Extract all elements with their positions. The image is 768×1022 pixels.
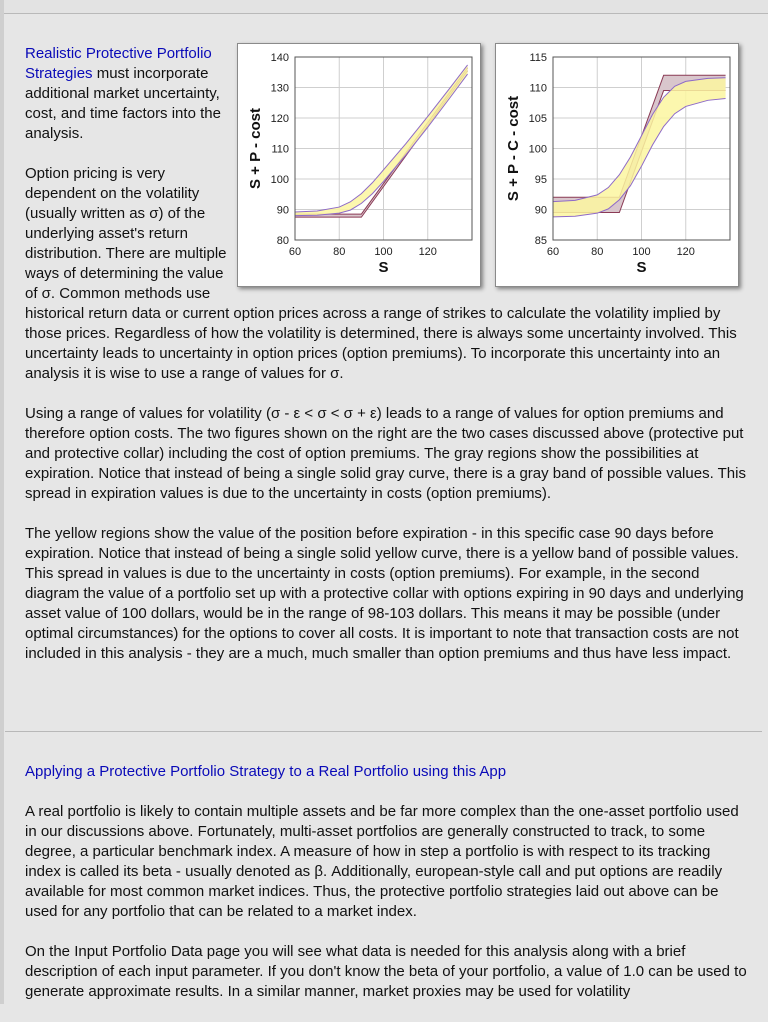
top-bar: [0, 0, 768, 14]
section-heading: Applying a Protective Portfolio Strategy to a Real Portfolio using this App: [25, 763, 507, 780]
y-tick-label: 110: [271, 143, 289, 156]
x-tick-label: 80: [591, 246, 604, 258]
y-tick-label: 85: [534, 235, 547, 247]
x-tick-label: 100: [374, 246, 393, 258]
left-edge: [0, 0, 4, 1004]
realistic-strategies-section: [25, 44, 747, 684]
x-tick-label: 80: [333, 246, 346, 258]
x-tick-label: 120: [676, 246, 695, 258]
y-tick-label: 120: [270, 113, 289, 125]
real-portfolio-section: [25, 762, 747, 1022]
y-tick-label: 115: [529, 52, 547, 64]
section-divider: [5, 731, 762, 732]
x-tick-label: 60: [546, 246, 560, 258]
y-axis-label: S + P - cost: [247, 107, 264, 190]
y-tick-label: 80: [276, 235, 289, 247]
volatility-paragraph: Option pricing is very dependent on the volatility (usually written as σ) of the underlying asset's return distribution. There are multiple ways of determining the value of σ. Common methods use historical return data or current option prices across a range of strikes to calculate the volatility implied by those prices. Regardless of how the volatility is determined, there is always some uncertainty involved. This uncertainty leads to uncertainty in option prices (option premiums). To incorporate this uncertainty into an analysis it is wise to use a range of values for σ.: [25, 165, 737, 382]
yellow-region-paragraph: The yellow regions show the value of the position before expiration - in this specific case 90 days before expiration. Notice that instead of being a single solid yellow curve, there is a yellow band of possible values. This spread in values is due to the uncertainty in costs (option premiums). For example, in the second diagram the value of a portfolio set up with a protective collar with options expiring in 90 days and underlying asset value of 100 dollars, would be in the range of 98-103 dollars. This means it may be possible (under optimal circumstances) for the options to cover all costs. It is important to note that transaction costs are not included in this analysis - they are a much, much smaller than option premiums and thus have less impact.: [25, 525, 744, 662]
x-axis-label: S: [636, 259, 647, 276]
y-tick-label: 140: [270, 52, 289, 64]
realistic-strategies-link[interactable]: Realistic Protective Portfolio Strategies: [25, 45, 212, 82]
y-tick-label: 90: [534, 204, 547, 217]
x-tick-label: 120: [418, 246, 437, 258]
y-tick-label: 100: [528, 143, 547, 156]
y-tick-label: 90: [276, 204, 289, 217]
volatility-range-paragraph: Using a range of values for volatility (σ - ε < σ < σ + ε) leads to a range of values for option premiums and therefore option costs. The two figures shown on the right are the two cases discussed above (protective put and protective collar) including the cost of option premiums. The gray regions show the possibilities at expiration. Notice that instead of being a single solid gray curve, there is a gray band of possible values. This spread in expiration values is due to the uncertainty in costs (option premiums).: [25, 405, 746, 502]
y-tick-label: 105: [528, 113, 547, 125]
y-tick-label: 95: [534, 174, 547, 186]
input-data-paragraph: On the Input Portfolio Data page you will see what data is needed for this analysis along with a brief description of each input parameter. If you don't know the beta of your portfolio, a value of 1.0 can be used to generate approximate results. In a similar manner, market proxies may be used for volatility: [25, 943, 747, 1000]
x-tick-label: 100: [632, 246, 651, 258]
y-axis-label: S + P - C - cost: [505, 95, 522, 202]
intro-text: must incorporate additional market uncertainty, cost, and time factors into the analysis.: [25, 65, 221, 142]
y-tick-label: 100: [270, 174, 289, 186]
x-tick-label: 60: [288, 246, 302, 258]
y-tick-label: 130: [270, 82, 289, 95]
y-tick-label: 110: [529, 82, 547, 95]
real-portfolio-paragraph: A real portfolio is likely to contain multiple assets and be far more complex than the one-asset portfolio used in our discussions above. Fortunately, multi-asset portfolios are generally constructed to track, to some degree, a particular benchmark index. A measure of how in step a portfolio is with respect to its tracking index is called its beta - usually denoted as β. Additionally, european-style call and put options are readily available for most common market indices. Thus, the protective portfolio strategies laid out above can be used for any portfolio that can be related to a market index.: [25, 803, 739, 920]
x-axis-label: S: [378, 259, 389, 276]
